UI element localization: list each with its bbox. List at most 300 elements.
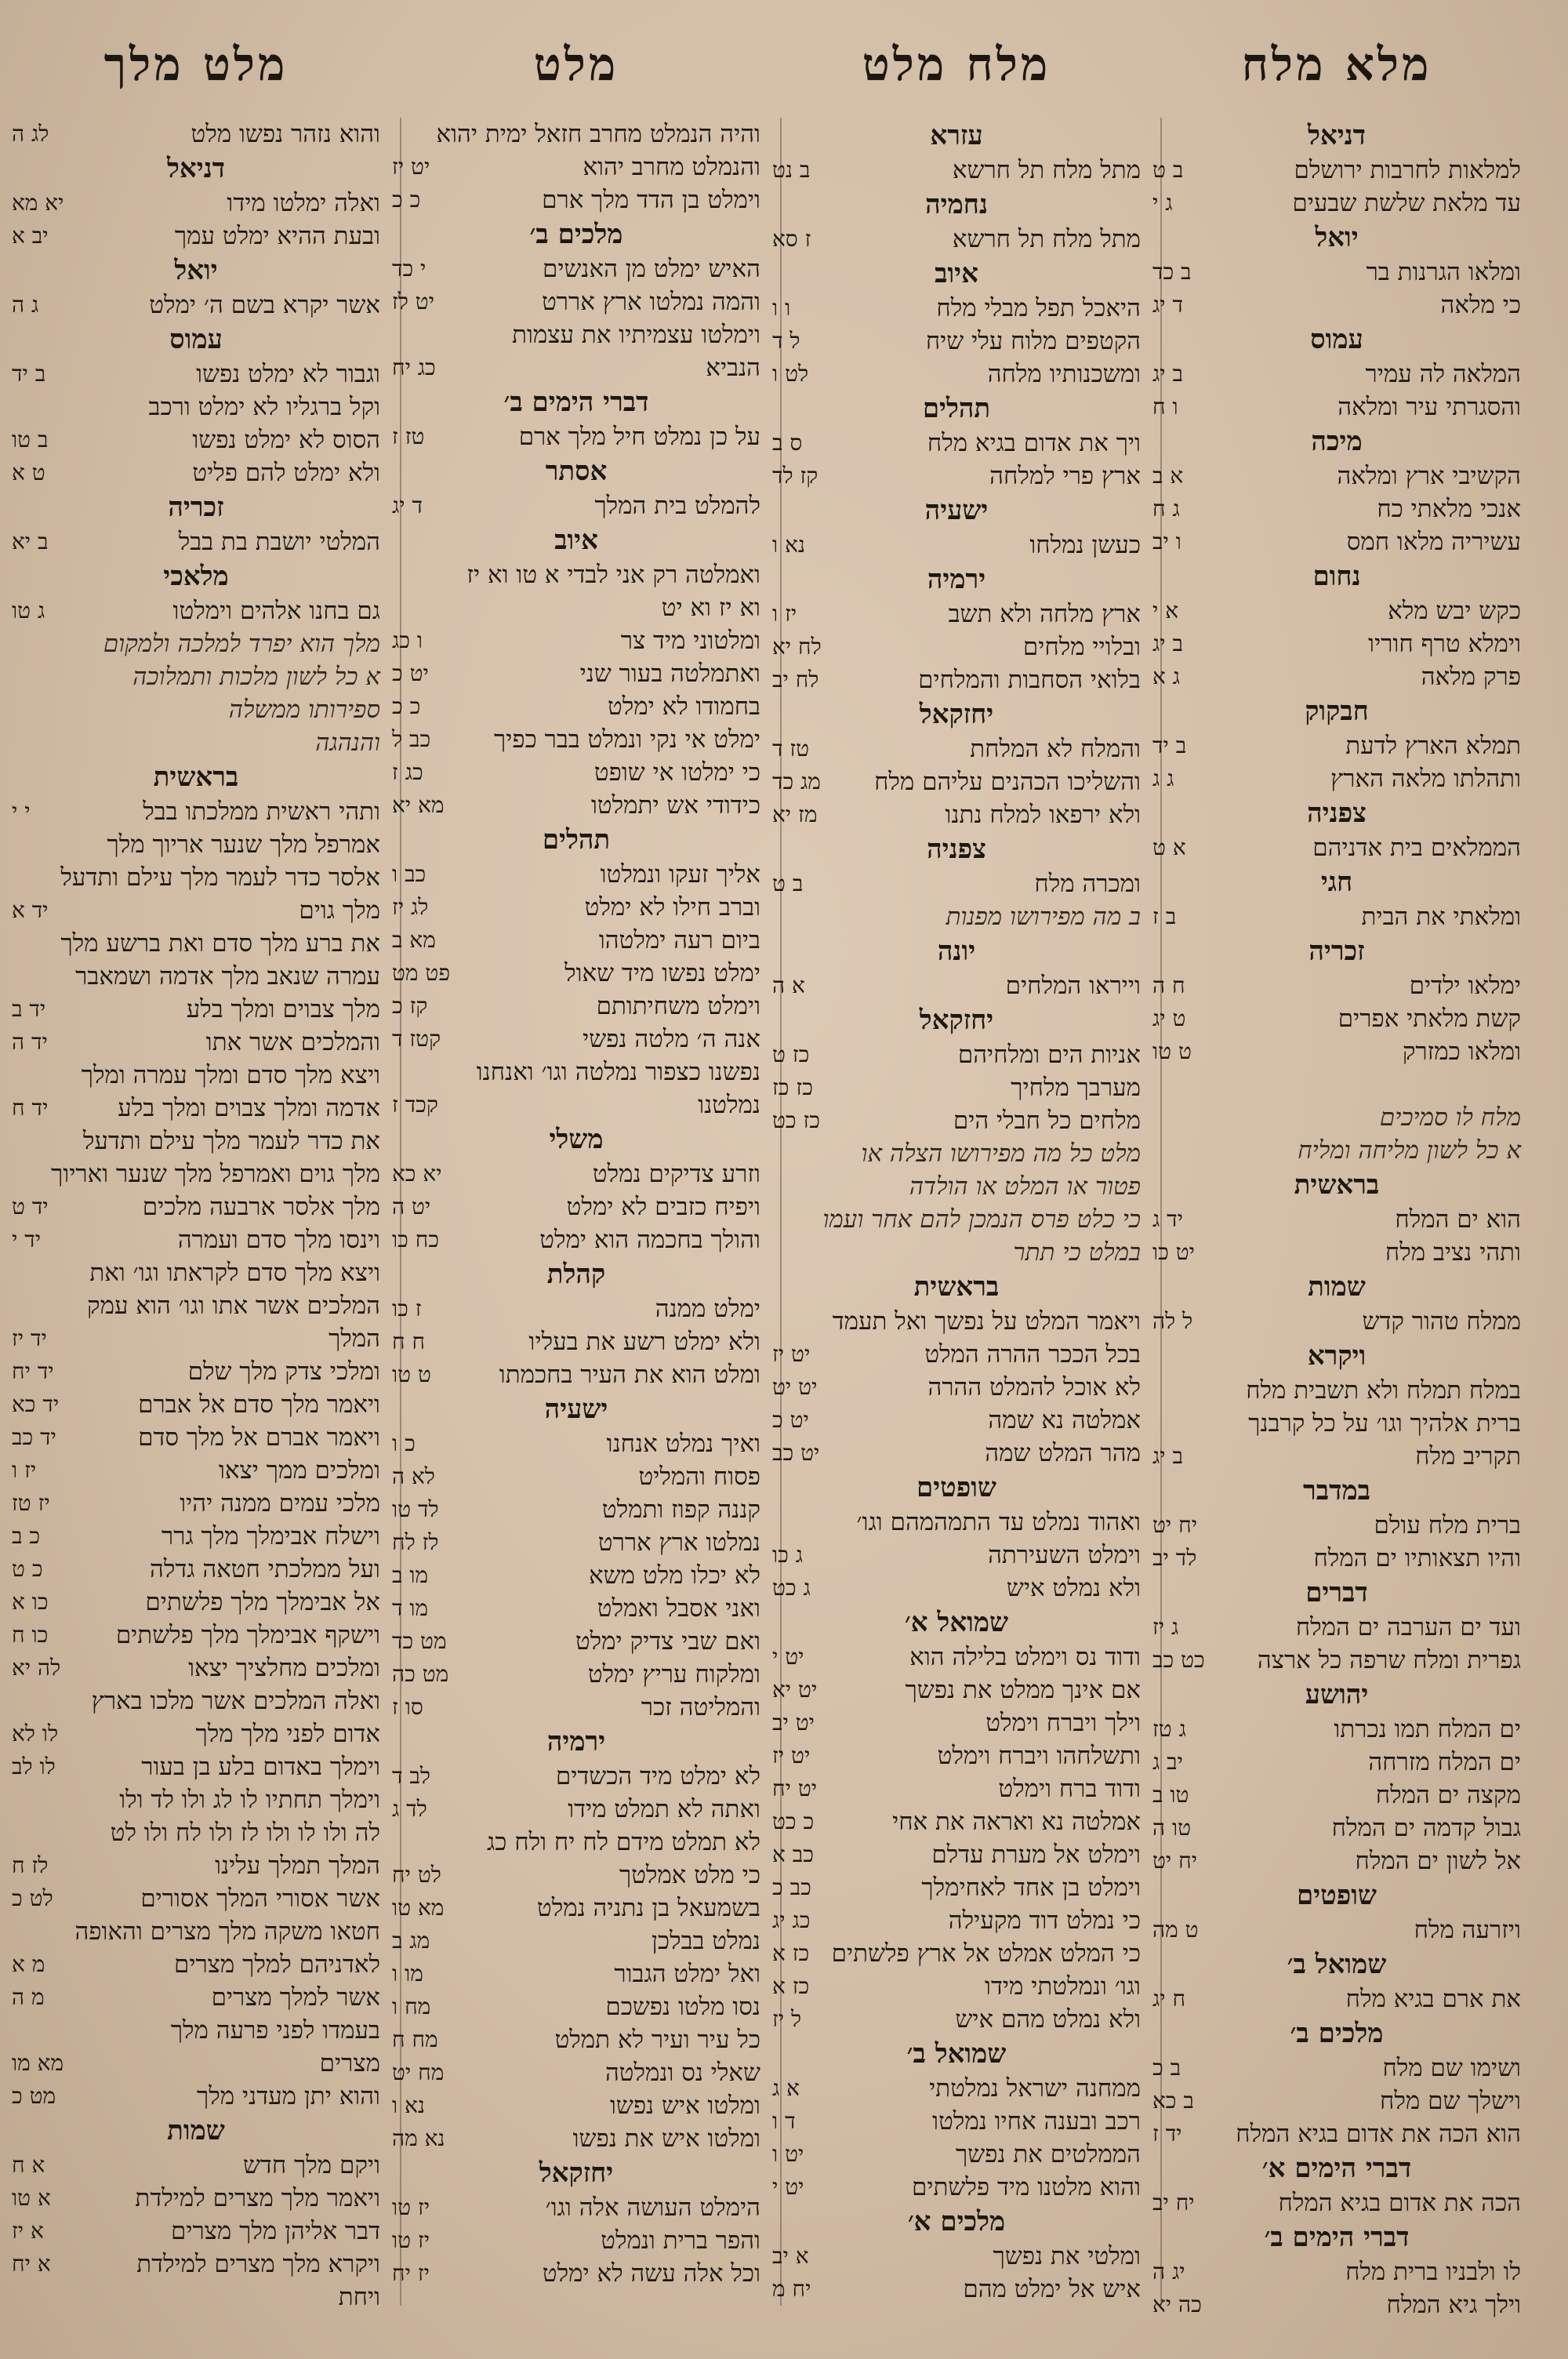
note-text: והנהגה bbox=[315, 729, 380, 757]
entry-text: והמליטה זכר bbox=[641, 1693, 760, 1721]
entry-text: ואהוד נמלט עד התמהמהם וגו׳ bbox=[856, 1508, 1141, 1536]
entry-line bbox=[772, 1305, 1141, 1338]
entry-text: בעמדו לפני פרעה מלך bbox=[170, 2016, 380, 2045]
book-heading: יונה bbox=[937, 936, 976, 967]
entry-text: גבול קדמה ים המלח bbox=[1331, 1814, 1521, 1842]
entry-line bbox=[772, 631, 1141, 663]
entry-line bbox=[12, 1816, 380, 1849]
running-header bbox=[47, 38, 1521, 116]
entry-line bbox=[12, 358, 380, 391]
verse-reference: יז ו bbox=[12, 1457, 37, 1483]
verse-reference: לח יא bbox=[772, 634, 822, 660]
entry-line bbox=[392, 1658, 760, 1691]
entry-text: לא ימלט מיד הכשדים bbox=[555, 1762, 760, 1790]
entry-line bbox=[1152, 900, 1521, 933]
verse-reference: מח ו bbox=[392, 1994, 431, 2019]
entry-line bbox=[772, 2138, 1141, 2171]
verse-reference: מט כד bbox=[392, 1628, 447, 1654]
verse-reference: כז ט bbox=[772, 1041, 810, 1067]
verse-reference: א י bbox=[1152, 598, 1179, 623]
book-heading: צפניה bbox=[1307, 798, 1367, 829]
entry-line bbox=[772, 1641, 1141, 1674]
header-word-col4: מלט מלך bbox=[103, 38, 289, 91]
entry-line bbox=[12, 2047, 380, 2080]
entry-text: חטאו משקה מלך מצרים והאופה bbox=[74, 1917, 380, 1946]
entry-text: ובעת ההיא ימלט עמך bbox=[174, 222, 380, 250]
entry-line bbox=[392, 1023, 760, 1056]
book-heading: תהלים bbox=[542, 824, 611, 856]
entry-text: הממלאים בית אדניהם bbox=[1312, 834, 1521, 862]
entry-text: הממלטים את נפשך bbox=[956, 2140, 1141, 2168]
entry-line bbox=[12, 2080, 380, 2113]
verse-reference: יט כ bbox=[392, 660, 429, 686]
verse-reference: יד ט bbox=[12, 1194, 49, 1219]
entry-line bbox=[1152, 1440, 1521, 1473]
entry-line bbox=[392, 318, 760, 351]
entry-line bbox=[392, 1625, 760, 1658]
verse-reference: ח יג bbox=[1152, 1986, 1186, 2012]
entry-line bbox=[12, 1849, 380, 1882]
entry-text: וימלטו עצמיתיו את עצמות bbox=[512, 321, 760, 349]
entry-text: ומלקוח עריץ ימלט bbox=[587, 1660, 760, 1688]
verse-reference: יח מ bbox=[772, 2276, 811, 2302]
entry-text: ויאמר מלך מצרים למילדת bbox=[135, 2184, 380, 2212]
header-word-col1: מלא מלח bbox=[1241, 38, 1432, 91]
note-text: מלך הוא יפרד למלכה ולמקום bbox=[103, 630, 380, 658]
entry-line bbox=[392, 2224, 760, 2257]
entry-text: וישלך שם מלח bbox=[1380, 2087, 1521, 2115]
book-heading: נחום bbox=[1312, 561, 1361, 592]
entry-line bbox=[392, 1925, 760, 1957]
verse-reference: נא מה bbox=[392, 2125, 445, 2151]
entry-text: אנה ה׳ מלטה נפשי bbox=[583, 1025, 760, 1053]
entry-text: והפר ברית ונמלט bbox=[601, 2226, 760, 2255]
verse-reference: ג א bbox=[1152, 663, 1180, 689]
entry-line bbox=[1152, 762, 1521, 795]
entry-line bbox=[772, 1071, 1141, 1104]
entry-line bbox=[392, 990, 760, 1023]
book-heading: שמואל ב׳ bbox=[906, 2038, 1007, 2070]
entry-line bbox=[772, 2072, 1141, 2105]
entry-line bbox=[1152, 1002, 1521, 1035]
verse-reference: לג יז bbox=[392, 894, 429, 920]
entry-line bbox=[392, 489, 760, 522]
entry-text: את כדר לעמר מלך עילם ותדעל bbox=[82, 1127, 380, 1155]
verse-reference: יט יט bbox=[772, 1374, 818, 1400]
entry-line bbox=[772, 867, 1141, 900]
verse-reference: יט י bbox=[772, 2174, 804, 2200]
entry-line bbox=[1152, 969, 1521, 1002]
verse-reference: א ט bbox=[1152, 834, 1186, 860]
entry-line bbox=[1152, 1845, 1521, 1877]
verse-reference: יט יז bbox=[772, 1743, 811, 1768]
book-heading: מלאכי bbox=[163, 561, 229, 592]
entry-text: היאכל תפל מבלי מלח bbox=[936, 294, 1141, 322]
entry-text: אליך זעקו ונמלטו bbox=[600, 860, 760, 889]
entry-text: והיה הנמלט מחרב חזאל ימית יהוא bbox=[436, 120, 760, 148]
entry-text: ומלטו איש נפשו bbox=[609, 2092, 760, 2120]
entry-text: להמלט בית המלך bbox=[594, 492, 760, 520]
entry-text: ולא ירפאו למלח נתנו bbox=[945, 801, 1141, 829]
entry-text: כי מלט אמלטך bbox=[619, 1861, 760, 1889]
verse-reference: כג יח bbox=[392, 354, 436, 380]
entry-line bbox=[1152, 1812, 1521, 1845]
entry-text: אמרפל מלך שנער אריוך מלך bbox=[107, 831, 380, 859]
entry-text: והיו תצאותיו ים המלח bbox=[1313, 1544, 1521, 1572]
entry-text: ויאמר מלך סדם אל אברם bbox=[138, 1390, 380, 1419]
entry-line bbox=[392, 1691, 760, 1724]
verse-reference: ב כ bbox=[1152, 2055, 1181, 2081]
book-heading: ירמיה bbox=[546, 1726, 606, 1757]
entry-line bbox=[1152, 627, 1521, 660]
entry-line bbox=[392, 118, 760, 151]
entry-text: כידודי אש יתמלטו bbox=[591, 791, 760, 820]
verse-reference: טז ד bbox=[772, 736, 810, 761]
note-text: פטור או המלט או הולדה bbox=[909, 1172, 1141, 1201]
entry-line bbox=[12, 1783, 380, 1816]
verse-reference: לא ה bbox=[392, 1463, 435, 1489]
entry-text: והמלח לא המלחת bbox=[970, 735, 1141, 763]
verse-reference: ל ד bbox=[772, 328, 800, 354]
entry-line bbox=[392, 1493, 760, 1526]
entry-text: ויקם מלך חדש bbox=[242, 2151, 380, 2179]
verse-reference: מט כה bbox=[392, 1661, 449, 1687]
entry-text: ימלט נפשו מיד שאול bbox=[564, 959, 760, 987]
entry-text: מתל מלח תל חרשא bbox=[952, 225, 1141, 253]
verse-reference: כב ו bbox=[392, 861, 426, 887]
verse-reference: קטז ד bbox=[392, 1026, 441, 1052]
entry-text: ואתה לא תמלט מידו bbox=[568, 1795, 760, 1823]
entry-line bbox=[772, 1404, 1141, 1437]
entry-text: ותהי נציב מלח bbox=[1385, 1238, 1521, 1267]
entry-line bbox=[12, 2281, 380, 2314]
verse-reference: לט ו bbox=[772, 361, 809, 387]
entry-text: ומלאתי את הבית bbox=[1361, 903, 1521, 931]
entry-text: אל לשון ים המלח bbox=[1355, 1847, 1521, 1875]
entry-line bbox=[772, 529, 1141, 562]
entry-text: הכה את אדום בגיא המלח bbox=[1278, 2189, 1521, 2217]
verse-reference: ט טו bbox=[392, 1361, 431, 1387]
verse-reference: סו ז bbox=[392, 1694, 423, 1720]
entry-text: וילך ויברח וימלט bbox=[985, 1709, 1141, 1737]
entry-text: לה ולו לו ולו לז ולו לח ולו לט bbox=[110, 1819, 380, 1847]
entry-text: המלכים אשר אתו וגו׳ הוא עמק bbox=[87, 1292, 380, 1320]
entry-text: ואיך נמלט אנחנו bbox=[606, 1430, 760, 1458]
verse-reference: ב ט bbox=[1152, 157, 1184, 183]
entry-line bbox=[1152, 493, 1521, 525]
verse-reference: כ כט bbox=[772, 1808, 815, 1834]
entry-text: כי מלאה bbox=[1440, 291, 1521, 319]
entry-text: נמלטו ארץ אררט bbox=[597, 1528, 760, 1557]
entry-text: ולא נמלט מהם איש bbox=[955, 2005, 1141, 2034]
entry-line bbox=[1152, 831, 1521, 864]
verse-reference: לז ח bbox=[12, 1852, 49, 1878]
entry-line bbox=[392, 1526, 760, 1559]
entry-text: המלך bbox=[328, 1325, 380, 1353]
entry-text: אנכי מלאתי כח bbox=[1377, 495, 1521, 523]
verse-reference: יד א bbox=[12, 897, 49, 923]
book-heading: איוב bbox=[554, 525, 598, 556]
entry-text: ודוד ברח וימלט bbox=[998, 1775, 1141, 1803]
entry-text: אשר יקרא בשם ה׳ ימלט bbox=[149, 291, 380, 319]
verse-reference: יד י bbox=[12, 1227, 42, 1252]
entry-line bbox=[1152, 256, 1521, 289]
entry-line bbox=[1152, 1374, 1521, 1407]
entry-line bbox=[772, 325, 1141, 358]
verse-reference: לו לא bbox=[12, 1721, 59, 1747]
entry-line bbox=[12, 828, 380, 861]
handwritten-note bbox=[12, 660, 380, 693]
book-heading: מלכים א׳ bbox=[907, 2206, 1006, 2237]
entry-text: וייראו המלחים bbox=[1005, 972, 1141, 1000]
entry-line bbox=[12, 1619, 380, 1652]
verse-reference: יט יב bbox=[772, 1710, 815, 1736]
verse-reference: ח ח bbox=[392, 1329, 426, 1354]
note-text: במלט כי תתר bbox=[1013, 1238, 1141, 1267]
entry-line bbox=[12, 1882, 380, 1915]
entry-text: ואני אסבל ואמלט bbox=[597, 1594, 760, 1623]
verse-reference: כו א bbox=[12, 1589, 49, 1615]
verse-reference: כ ב bbox=[12, 1523, 41, 1549]
entry-line bbox=[392, 1292, 760, 1325]
verse-reference: כ ו bbox=[392, 1430, 416, 1456]
entry-line bbox=[12, 1125, 380, 1158]
entry-line bbox=[772, 1772, 1141, 1805]
entry-text: וישקף אבימלך מלך פלשתים bbox=[115, 1621, 380, 1649]
entry-text: ומלכים ממך יצאו bbox=[218, 1456, 380, 1485]
entry-text: על כן נמלט חיל מלך ארם bbox=[518, 423, 760, 451]
entry-text: וגבור לא ימלט נפשו bbox=[196, 360, 380, 388]
entry-text: דבר אליהן מלך מצרים bbox=[170, 2217, 380, 2245]
book-heading: שמות bbox=[1308, 1271, 1366, 1303]
entry-line bbox=[12, 1454, 380, 1487]
verse-reference: יד יז bbox=[12, 1325, 47, 1351]
book-heading: צפניה bbox=[927, 834, 986, 865]
entry-text: והשליכו הכהנים עליהם מלח bbox=[874, 768, 1141, 796]
entry-text: פרק מלאה bbox=[1421, 663, 1521, 691]
entry-line bbox=[392, 858, 760, 891]
entry-text: למלאות לחרבות ירושלם bbox=[1294, 156, 1521, 184]
entry-line bbox=[392, 756, 760, 789]
verse-reference: יח יט bbox=[1152, 1512, 1198, 1538]
entry-line bbox=[392, 151, 760, 184]
entry-line bbox=[772, 1805, 1141, 1838]
book-heading: בראשית bbox=[1294, 1169, 1380, 1201]
entry-text: ולא נמלט איש bbox=[1006, 1574, 1141, 1602]
entry-line bbox=[392, 657, 760, 690]
entry-text: רכב ובענה אחיו נמלטו bbox=[932, 2107, 1141, 2135]
entry-line bbox=[12, 1158, 380, 1190]
handwritten-note bbox=[1152, 1134, 1521, 1167]
verse-reference: לו לב bbox=[12, 1754, 56, 1779]
entry-text: המלאה לה עמיר bbox=[1365, 360, 1521, 388]
verse-reference: ט א bbox=[12, 460, 45, 485]
entry-line bbox=[12, 118, 380, 151]
entry-text: ימלט אי נקי ונמלט בבר כפיך bbox=[493, 725, 760, 754]
entry-text: מהר המלט שמה bbox=[985, 1439, 1141, 1467]
entry-text: מלך צבוים ומלך בלע bbox=[186, 995, 380, 1023]
verse-reference: יא מא bbox=[12, 190, 64, 216]
entry-text: ויך את אדום בגיא מלח bbox=[927, 429, 1141, 457]
note-text: מלט כל מה מפירושו הצלה או bbox=[861, 1140, 1141, 1168]
verse-reference: נא ו bbox=[392, 2092, 425, 2118]
entry-text: קשת מלאתי אפרים bbox=[1338, 1005, 1521, 1033]
entry-text: ויזרעה מלח bbox=[1414, 1916, 1521, 1944]
verse-reference: ב יד bbox=[12, 361, 46, 387]
entry-text: כל עיר ועיר לא תמלט bbox=[554, 2026, 760, 2054]
entry-line bbox=[1152, 1035, 1521, 1068]
entry-text: הוא ים המלח bbox=[1395, 1205, 1521, 1234]
verse-reference: מא יא bbox=[392, 792, 445, 818]
entry-line bbox=[12, 894, 380, 927]
entry-line bbox=[392, 1892, 760, 1925]
entry-line bbox=[12, 1915, 380, 1948]
verse-reference: א טו bbox=[12, 2185, 51, 2211]
verse-reference: לח יב bbox=[772, 667, 819, 692]
verse-reference: לט יח bbox=[392, 1862, 441, 1888]
entry-text: נמלט בבלכן bbox=[652, 1927, 760, 1955]
verse-reference: יט כב bbox=[772, 1440, 820, 1466]
verse-reference: ט טו bbox=[1152, 1038, 1192, 1064]
entry-text: ויצא מלך סדם ומלך עמרה ומלך bbox=[81, 1061, 380, 1089]
book-heading: זכריה bbox=[168, 492, 224, 523]
verse-reference: לז לח bbox=[392, 1529, 439, 1555]
entry-line bbox=[1152, 1509, 1521, 1542]
entry-line bbox=[12, 861, 380, 894]
entry-text: אשר אסורי המלך אסורים bbox=[140, 1885, 380, 1913]
book-heading: עמוס bbox=[169, 324, 223, 355]
entry-line bbox=[772, 292, 1141, 325]
book-heading: מלכים ב׳ bbox=[529, 219, 623, 250]
verse-reference: יד ז bbox=[1152, 2121, 1182, 2146]
verse-reference: א יז bbox=[12, 2218, 44, 2244]
entry-line bbox=[392, 1223, 760, 1256]
entry-line bbox=[392, 558, 760, 591]
entry-line bbox=[772, 1707, 1141, 1739]
entry-line bbox=[772, 2273, 1141, 2306]
book-heading: ישעיה bbox=[544, 1394, 608, 1425]
entry-line bbox=[392, 1990, 760, 2023]
entry-line bbox=[1152, 358, 1521, 391]
entry-text: ותהלתו מלאה הארץ bbox=[1330, 765, 1521, 793]
entry-text: ברית מלח עולם bbox=[1374, 1511, 1521, 1539]
entry-line bbox=[772, 2240, 1141, 2273]
entry-line bbox=[12, 2182, 380, 2215]
entry-text: ויקרא מלך מצרים למילדת bbox=[136, 2250, 380, 2278]
entry-text: אמלטה נא שמה bbox=[988, 1406, 1141, 1434]
entry-text: גם בחנו אלהים וימלטו bbox=[172, 597, 380, 625]
verse-reference: מא ב bbox=[392, 927, 436, 953]
entry-text: וימלט אל מערת עדלם bbox=[931, 1841, 1141, 1869]
verse-reference: קכד ז bbox=[392, 1092, 438, 1118]
verse-reference: ט מה bbox=[1152, 1917, 1199, 1943]
verse-reference: יא כא bbox=[392, 1161, 442, 1187]
entry-line bbox=[12, 1553, 380, 1586]
entry-line bbox=[772, 1871, 1141, 1904]
verse-reference: כב ל bbox=[392, 726, 431, 752]
verse-reference: ג ח bbox=[1152, 496, 1180, 522]
entry-text: מלכי עמים ממנה יהיו bbox=[180, 1489, 380, 1518]
verse-reference: י י bbox=[12, 798, 31, 824]
verse-reference: יט י bbox=[772, 1644, 804, 1670]
entry-line bbox=[392, 591, 760, 624]
verse-reference: ד ו bbox=[772, 2108, 796, 2134]
entry-line bbox=[12, 1421, 380, 1454]
entry-text: בלואי הסחבות והמלחים bbox=[918, 666, 1141, 694]
entry-line bbox=[12, 1322, 380, 1355]
handwritten-note bbox=[772, 900, 1141, 933]
entry-text: והוא יתן מעדני מלך bbox=[197, 2082, 380, 2110]
entry-text: ואל ימלט הגבור bbox=[614, 1960, 760, 1988]
verse-reference: ג ה bbox=[12, 292, 39, 318]
verse-reference: א יח bbox=[12, 2251, 51, 2277]
entry-line bbox=[12, 2149, 380, 2182]
entry-line bbox=[12, 1586, 380, 1619]
verse-reference: מו ב bbox=[392, 1562, 429, 1588]
entry-text: וימלט משחיתותם bbox=[596, 992, 760, 1020]
verse-reference: יד ב bbox=[12, 996, 46, 1022]
entry-line bbox=[392, 690, 760, 723]
entry-text: ים המלח מזרחה bbox=[1368, 1748, 1521, 1776]
entry-text: וילך גיא המלח bbox=[1386, 2291, 1521, 2319]
entry-line bbox=[392, 624, 760, 657]
verse-reference: יט יא bbox=[772, 1677, 818, 1703]
entry-line bbox=[392, 1089, 760, 1121]
verse-reference: יט כ bbox=[772, 1407, 809, 1433]
entry-text: ומשכנותיו מלחה bbox=[987, 360, 1141, 388]
entry-text: והמה נמלטו ארץ אררט bbox=[542, 288, 760, 316]
entry-line bbox=[12, 795, 380, 828]
entry-text: נסו מלטו נפשכם bbox=[605, 1993, 760, 2021]
verse-reference: מו ד bbox=[392, 1595, 429, 1621]
verse-reference: ב יא bbox=[12, 529, 49, 554]
entry-text: הימלט העושה אלה וגו׳ bbox=[545, 2194, 760, 2222]
entry-line bbox=[1152, 1203, 1521, 1236]
entry-text: בחמודו לא ימלט bbox=[608, 692, 760, 721]
entry-line bbox=[392, 1760, 760, 1793]
entry-text: אלסר כדר לעמר מלך עילם ותדעל bbox=[60, 863, 380, 892]
verse-reference: מא טו bbox=[392, 1895, 445, 1921]
entry-text: וימלט בן הדד מלך ארם bbox=[542, 186, 760, 214]
verse-reference: כז כט bbox=[772, 1107, 820, 1133]
entry-text: וינסו מלך סדם ועמרה bbox=[177, 1226, 380, 1254]
entry-line bbox=[772, 154, 1141, 187]
entry-line bbox=[772, 732, 1141, 765]
column-1 bbox=[1152, 118, 1521, 2337]
entry-text: וימלט בן אחד לאחימלך bbox=[921, 1874, 1141, 1902]
verse-reference: כ כ bbox=[392, 187, 421, 213]
verse-reference: א ה bbox=[772, 972, 805, 998]
entry-line bbox=[1152, 1236, 1521, 1269]
book-heading: דברי הימים ב׳ bbox=[503, 387, 649, 418]
verse-reference: לג ה bbox=[12, 121, 49, 147]
entry-text: כי נמלט דוד מקעילה bbox=[948, 1906, 1141, 1935]
book-heading: נחמיה bbox=[925, 189, 988, 220]
entry-line bbox=[392, 1793, 760, 1826]
entry-line bbox=[392, 420, 760, 453]
entry-text: וכל אלה עשה לא ימלט bbox=[542, 2259, 760, 2288]
entry-text: והמלכים אשר אתו bbox=[205, 1028, 380, 1056]
verse-reference: לט כ bbox=[12, 1885, 53, 1911]
entry-line bbox=[12, 1750, 380, 1783]
verse-reference: ס ב bbox=[772, 430, 803, 456]
entry-line bbox=[392, 1859, 760, 1892]
entry-line bbox=[1152, 1914, 1521, 1946]
entry-text: ואלה ימלטו מידו bbox=[227, 189, 380, 217]
verse-reference: ב נט bbox=[772, 157, 811, 183]
verse-reference: ד יג bbox=[1152, 292, 1183, 318]
entry-text: ודוד נס וימלט בלילה הוא bbox=[909, 1643, 1141, 1671]
